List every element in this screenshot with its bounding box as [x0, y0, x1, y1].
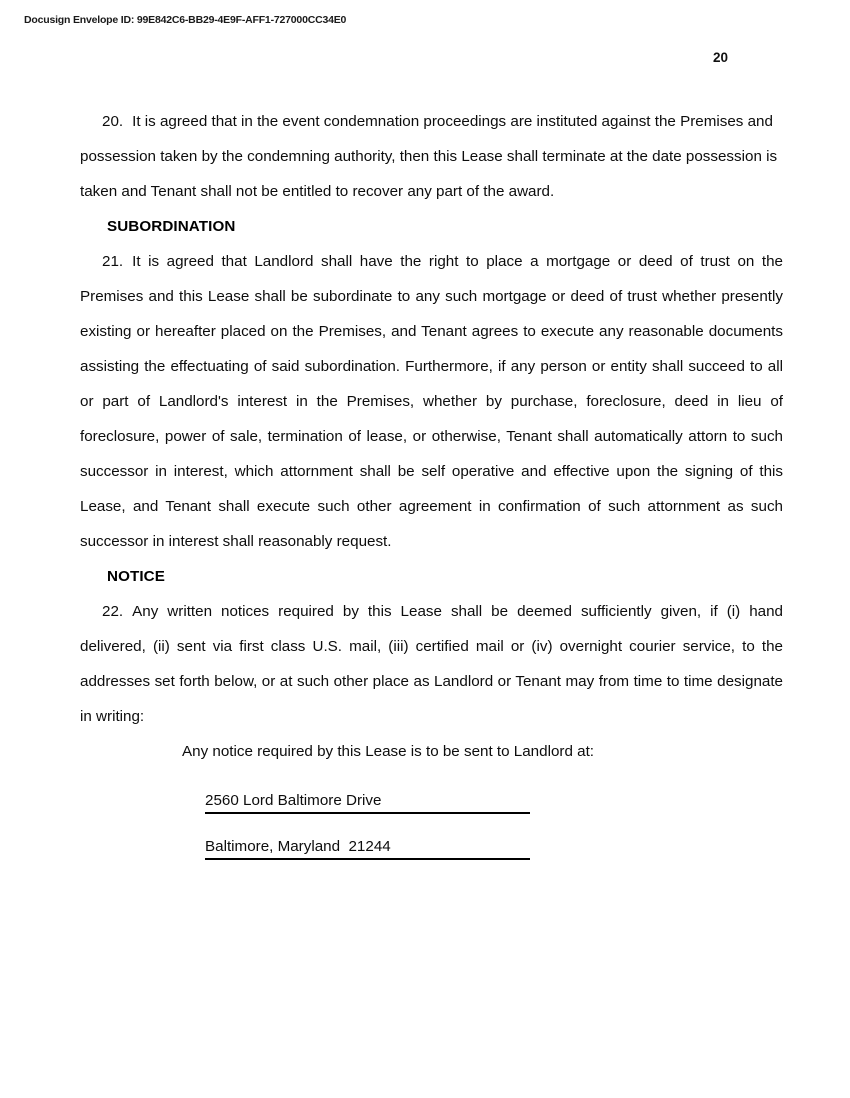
notice-intro-line: Any notice required by this Lease is to be sent to Landlord at:	[182, 743, 595, 760]
paragraph-21	[80, 244, 783, 559]
paragraph-21-number: 21.	[102, 253, 124, 270]
paragraph-20	[80, 104, 783, 209]
landlord-address-block	[80, 779, 783, 860]
paragraph-22-number: 22.	[102, 603, 124, 620]
page-number: 20	[712, 50, 728, 65]
heading-subordination: SUBORDINATION	[107, 218, 236, 235]
address-line-1-value: 2560 Lord Baltimore Drive	[205, 792, 382, 809]
paragraph-22-text: Any written notices required by this Lease shall be deemed sufficiently given, if (i) hand delivered, (ii) sent via first class U.S. mail, (iii) certified mail or (iv) overnight courier service, to the addresses set forth below, or at such other place as Landlord or Tenant may from time to time designate in writing:	[80, 603, 783, 725]
address-line-2-field[interactable]	[205, 825, 530, 860]
heading-notice: NOTICE	[107, 568, 165, 585]
paragraph-21-text: It is agreed that Landlord shall have the right to place a mortgage or deed of trust on the Premises and this Lease shall be subordinate to any such mortgage or deed of trust whether presently existing or hereafter placed on the Premises, and Tenant agrees to execute any reasonable documents assisting the effectuating of said subordination. Furthermore, if any person or entity shall succeed to all or part of Landlord's interest in the Premises, whether by purchase, foreclosure, deed in lieu of foreclosure, power of sale, termination of lease, or otherwise, Tenant shall automatically attorn to such successor in interest, which attornment shall be self operative and effective upon the signing of this Lease, and Tenant shall execute such other agreement in confirmation of such attornment as such successor in interest shall reasonably request.	[80, 253, 783, 550]
document-body	[80, 104, 783, 871]
paragraph-22	[80, 594, 783, 734]
paragraph-20-number: 20.	[102, 113, 124, 130]
address-line-2-value: Baltimore, Maryland 21244	[205, 838, 391, 855]
docusign-envelope-id: Docusign Envelope ID: 99E842C6-BB29-4E9F-AFF1-727000CC34E0	[24, 14, 347, 26]
paragraph-20-text: It is agreed that in the event condemnation proceedings are instituted against the Premises and possession taken by the condemning authority, then this Lease shall terminate at the date possession is taken and Tenant shall not be entitled to recover any part of the award.	[80, 113, 778, 200]
address-line-1-field[interactable]	[205, 779, 530, 814]
